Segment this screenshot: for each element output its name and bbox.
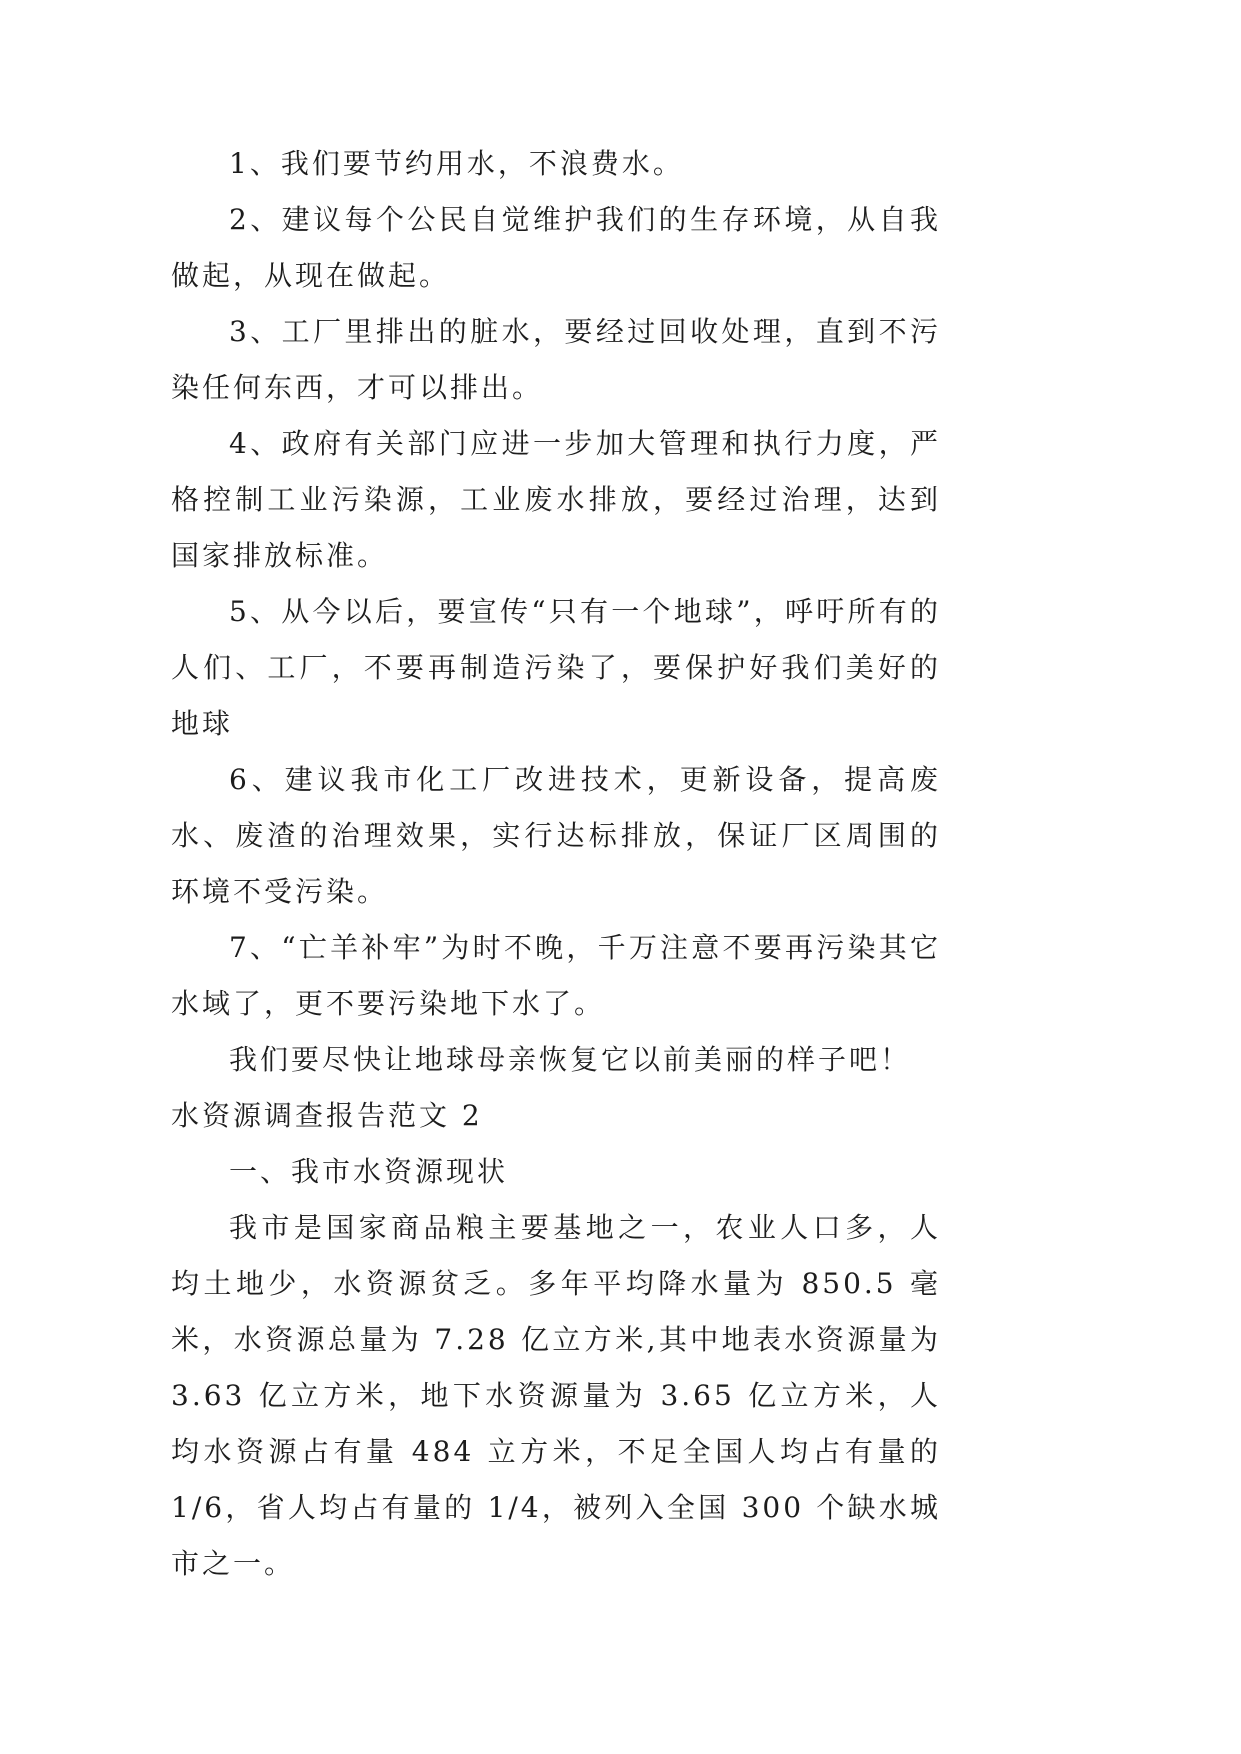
recommendation-4: 4、政府有关部门应进一步加大管理和执行力度，严格控制工业污染源，工业废水排放，要经过治理，达到国家排放标准。 [171,427,941,572]
recommendation-1: 1、我们要节约用水，不浪费水。 [229,147,684,180]
recommendation-5: 5、从今以后，要宣传“只有一个地球”，呼吁所有的人们、工厂，不要再制造污染了，要保护好我们美好的地球 [171,595,941,740]
closing-sentence: 我们要尽快让地球母亲恢复它以前美丽的样子吧！ [229,1043,912,1076]
section-title: 水资源调查报告范文 2 [171,1099,483,1132]
subsection-title: 一、我市水资源现状 [229,1155,509,1188]
recommendation-7: 7、“亡羊补牢”为时不晚，千万注意不要再污染其它水域了，更不要污染地下水了。 [171,931,941,1020]
document-body [171,136,941,1592]
recommendation-2: 2、建议每个公民自觉维护我们的生存环境，从自我做起，从现在做起。 [171,203,941,292]
body-paragraph: 我市是国家商品粮主要基地之一，农业人口多，人均土地少，水资源贫乏。多年平均降水量为 850.5 毫米，水资源总量为 7.28 亿立方米,其中地表水资源量为 3.63 亿立方米，地下水资源量为 3.65 亿立方米，人均水资源占有量 484 立方米，不足全国人均占有量的 1/6，省人均占有量的 1/4，被列入全国 300 个缺水城市之一。 [171,1211,941,1580]
recommendation-3: 3、工厂里排出的脏水，要经过回收处理，直到不污染任何东西，才可以排出。 [171,315,941,404]
recommendation-6: 6、建议我市化工厂改进技术，更新设备，提高废水、废渣的治理效果，实行达标排放，保证厂区周围的环境不受污染。 [171,763,941,908]
